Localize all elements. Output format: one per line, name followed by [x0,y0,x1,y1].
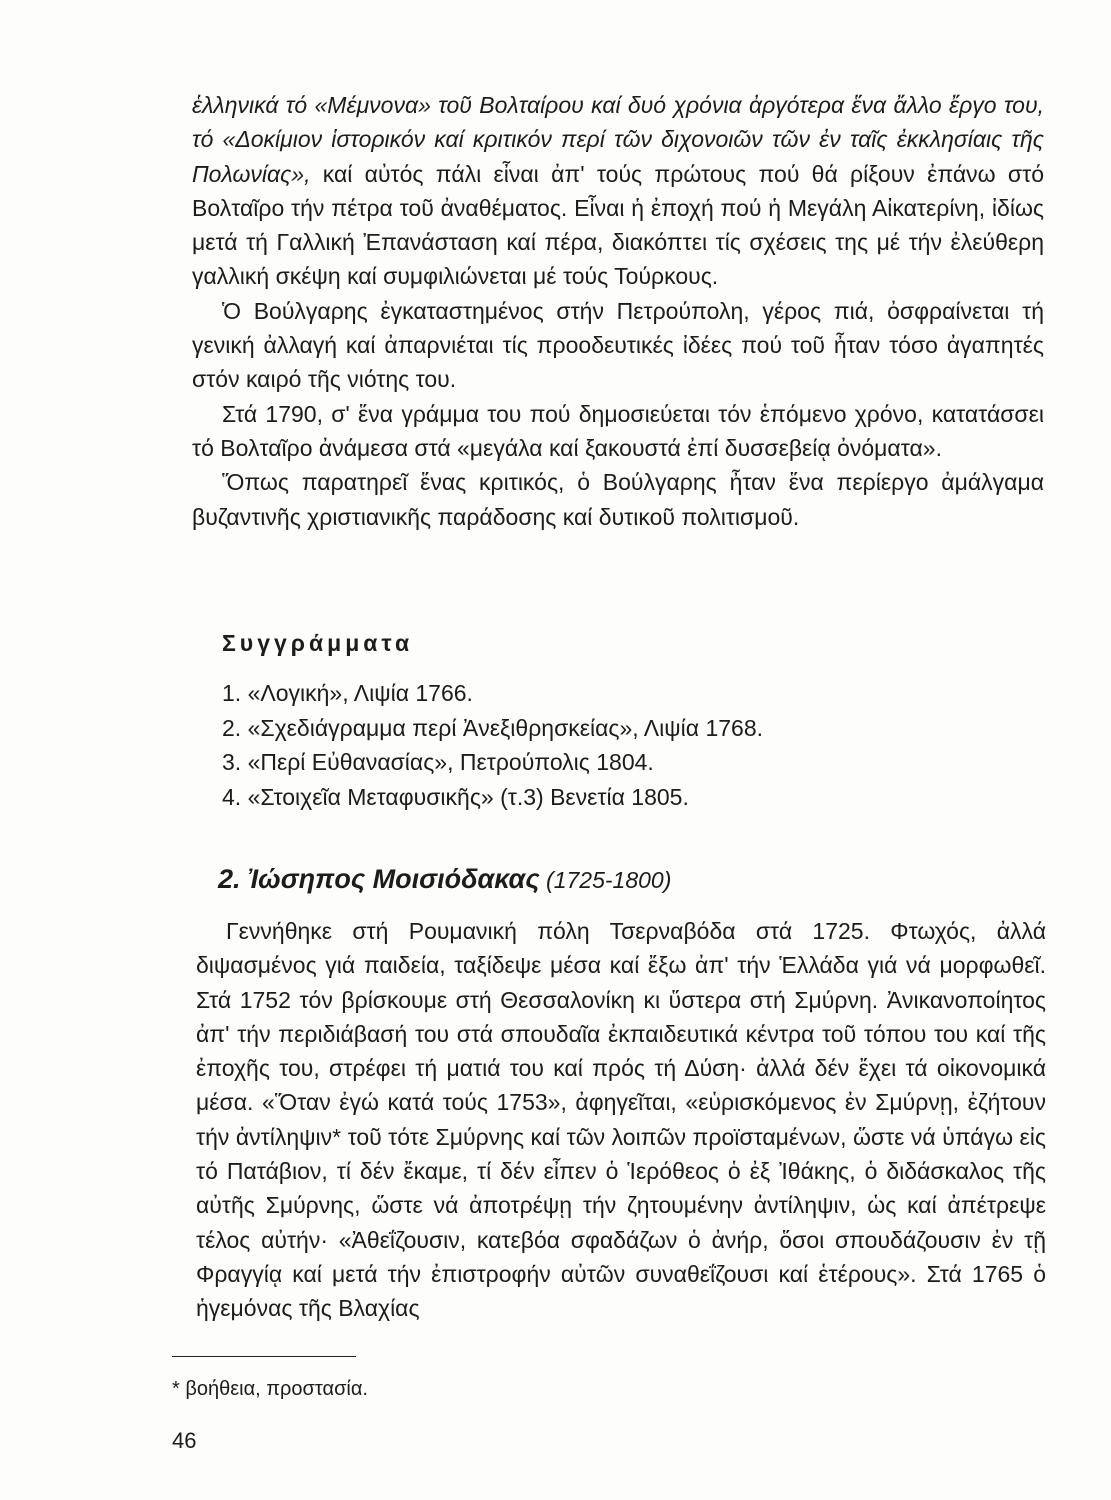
intro-paragraph-1-italic: ἑλληνικά τό «Μέμνονα» τοῦ Βολταίρου καί δυό χρόνια ἀργότερα ἕνα ἄλλο ἔργο του, τό «Δοκίμιον ἱστορικόν καί κριτικόν περί τῶν διχονοιῶν τῶν ἐν ταῖς ἐκκλησίαις τῆς Πολωνίας», [192,92,1044,187]
intro-paragraph-1-rest: καί αὐτός πάλι εἶναι ἀπ' τούς πρώτους πού θά ρίξουν ἐπάνω στό Βολταῖρο τήν πέτρα τοῦ ἀναθέματος. Εἶναι ἡ ἐποχή πού ἡ Μεγάλη Αἰκατερίνη, ἰδίως μετά τή Γαλλική Ἐπανάσταση καί πέρα, διακόπτει τίς σχέσεις της μέ τήν ἐλεύθερη γαλλική σκέψη καί συμφιλιώνεται μέ τούς Τούρκους. [192,160,1044,290]
section-heading [218,864,671,895]
works-list-item: 4. «Στοιχεῖα Μεταφυσικῆς» (τ.3) Βενετία 1805. [222,783,689,810]
bio-text [196,914,1046,1326]
works-list-item: 1. «Λογική», Λιψία 1766. [222,680,473,706]
works-heading: Συγγράμματα [222,630,414,656]
intro-text [192,88,1044,534]
intro-paragraph-2: Ὁ Βούλγαρης ἐγκαταστημένος στήν Πετρούπολη, γέρος πιά, ὀσφραίνεται τή γενική ἀλλαγή καί ἀπαρνιέται τίς προοδευτικές ἰδέες πού τοῦ ἦταν τόσο ἀγαπητές στόν καιρό τῆς νιότης του. [192,297,1044,393]
intro-paragraph-3: Στά 1790, σ' ἕνα γράμμα του πού δημοσιεύεται τόν ἑπόμενο χρόνο, κατατάσσει τό Βολταῖρο ἀνάμεσα στά «μεγάλα καί ξακουστά ἐπί δυσσεβείᾳ ὀνόματα». [192,400,1044,461]
works-list-item: 2. «Σχεδιάγραμμα περί Ἀνεξιθρησκείας», Λιψία 1768. [222,714,764,741]
works-list [222,676,763,814]
footnote: * βοήθεια, προστασία. [172,1378,368,1400]
section-title: 2. Ἰώσηπος Μοισιόδακας [218,864,540,894]
bio-paragraph-1: Γεννήθηκε στή Ρουμανική πόλη Τσερναβόδα στά 1725. Φτωχός, ἀλλά διψασμένος γιά παιδεία, ταξίδεψε μέσα καί ἔξω ἀπ' τήν Ἑλλάδα γιά νά μορφωθεῖ. Στά 1752 τόν βρίσκουμε στή Θεσσαλονίκη κι ὕστερα στή Σμύρνη. Ἀνικανοποίητος ἀπ' τήν περιδιάβασή του στά σπουδαῖα ἐκπαιδευτικά κέντρα τοῦ τόπου του καί τῆς ἐποχῆς του, στρέφει τή ματιά του καί πρός τή Δύση· ἀλλά δέν ἔχει τά οἰκονομικά μέσα. «Ὅταν ἐγώ κατά τούς 1753», ἀφηγεῖται, «εὑρισκόμενος ἐν Σμύρνῃ, ἐζήτουν τήν ἀντίληψιν* τοῦ τότε Σμύρνης καί τῶν λοιπῶν προϊσταμένων, ὥστε νά ὑπάγω εἰς τό Πατάβιον, τί δέν ἔκαμε, τί δέν εἶπεν ὁ Ἱερόθεος ὁ ἐξ Ἰθάκης, ὁ διδάσκαλος τῆς αὐτῆς Σμύρνης, ὥστε νά ἀποτρέψῃ τήν ζητουμένην ἀντίληψιν, ὡς καί ἀπέτρεψε τέλος αὐτήν· «Ἀθεΐζουσιν, κατεβόα σφαδάζων ὁ ἀνήρ, ὅσοι σπουδάζουσιν ἐν τῇ Φραγγίᾳ καί μετά τήν ἐπιστροφήν αὐτῶν συναθεΐζουσι καί ἑτέρους». Στά 1765 ὁ ἡγεμόνας τῆς Βλαχίας [196,918,1046,1322]
footnote-divider [172,1356,356,1357]
intro-paragraph-4: Ὅπως παρατηρεῖ ἕνας κριτικός, ὁ Βούλγαρης ἦταν ἕνα περίεργο ἀμάλγαμα βυζαντινῆς χριστιανικῆς παράδοσης καί δυτικοῦ πολιτισμοῦ. [192,469,1044,530]
page-number: 46 [172,1428,197,1453]
works-list-item: 3. «Περί Εὐθανασίας», Πετρούπολις 1804. [222,749,654,775]
intro-paragraph-1 [192,88,1044,294]
section-dates: (1725-1800) [539,867,672,893]
